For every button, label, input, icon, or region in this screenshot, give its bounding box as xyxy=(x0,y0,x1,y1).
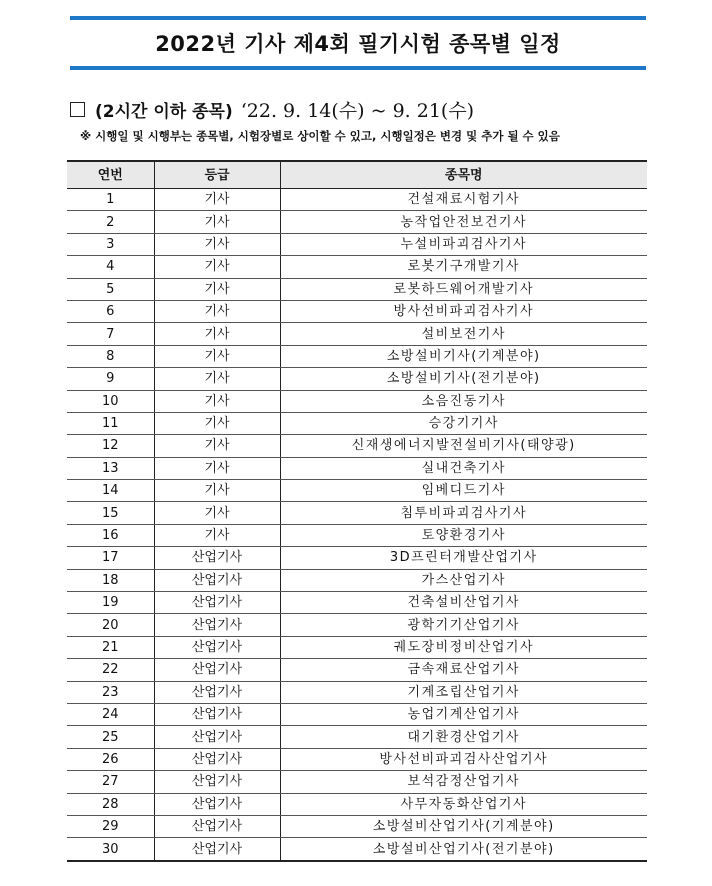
schedule-notice: ※ 시행일 및 시행부는 종목별, 시험장별로 상이할 수 있고, 시행일정은 변경 및 추가 될 수 있음 xyxy=(80,129,560,143)
table-row xyxy=(67,614,647,636)
table-row xyxy=(67,480,647,502)
cell-subject: 건설재료시험기사 xyxy=(280,189,647,211)
table-row xyxy=(67,233,647,255)
cell-number: 22 xyxy=(67,659,154,681)
cell-grade: 기사 xyxy=(154,480,280,502)
cell-grade: 기사 xyxy=(154,189,280,211)
table-row xyxy=(67,636,647,658)
cell-grade: 기사 xyxy=(154,323,280,345)
cell-number: 21 xyxy=(67,636,154,658)
table-row xyxy=(67,726,647,748)
cell-number: 26 xyxy=(67,748,154,770)
cell-subject: 승강기기사 xyxy=(280,412,647,434)
cell-number: 27 xyxy=(67,771,154,793)
cell-number: 23 xyxy=(67,681,154,703)
cell-grade: 기사 xyxy=(154,256,280,278)
cell-grade: 산업기사 xyxy=(154,681,280,703)
cell-number: 19 xyxy=(67,592,154,614)
cell-grade: 산업기사 xyxy=(154,748,280,770)
header-subject: 종목명 xyxy=(280,161,647,189)
cell-subject: 건축설비산업기사 xyxy=(280,592,647,614)
cell-number: 13 xyxy=(67,457,154,479)
table-row xyxy=(67,569,647,591)
cell-subject: 누설비파괴검사기사 xyxy=(280,233,647,255)
cell-subject: 궤도장비정비산업기사 xyxy=(280,636,647,658)
cell-grade: 기사 xyxy=(154,524,280,546)
cell-subject: 소방설비기사(전기분야) xyxy=(280,368,647,390)
table-row xyxy=(67,189,647,211)
cell-subject: 보석감정산업기사 xyxy=(280,771,647,793)
checkbox-icon xyxy=(70,102,85,117)
cell-number: 17 xyxy=(67,547,154,569)
cell-grade: 기사 xyxy=(154,368,280,390)
cell-number: 12 xyxy=(67,435,154,457)
header-number: 연번 xyxy=(67,161,154,189)
cell-grade: 기사 xyxy=(154,233,280,255)
cell-grade: 기사 xyxy=(154,211,280,233)
exam-date-range: ‘22. 9. 14(수) ~ 9. 21(수) xyxy=(240,100,475,122)
cell-grade: 산업기사 xyxy=(154,838,280,861)
cell-grade: 산업기사 xyxy=(154,614,280,636)
cell-subject: 기계조립산업기사 xyxy=(280,681,647,703)
title-banner xyxy=(70,16,646,70)
cell-grade: 기사 xyxy=(154,457,280,479)
cell-subject: 가스산업기사 xyxy=(280,569,647,591)
exam-group-label: (2시간 이하 종목) xyxy=(95,102,233,122)
cell-number: 3 xyxy=(67,233,154,255)
cell-subject: 농작업안전보건기사 xyxy=(280,211,647,233)
cell-subject: 침투비파괴검사기사 xyxy=(280,502,647,524)
cell-grade: 기사 xyxy=(154,412,280,434)
table-body xyxy=(67,189,647,861)
cell-number: 11 xyxy=(67,412,154,434)
cell-subject: 농업기계산업기사 xyxy=(280,703,647,725)
table-row xyxy=(67,457,647,479)
cell-number: 25 xyxy=(67,726,154,748)
cell-subject: 로봇기구개발기사 xyxy=(280,256,647,278)
cell-number: 1 xyxy=(67,189,154,211)
cell-grade: 산업기사 xyxy=(154,547,280,569)
cell-grade: 산업기사 xyxy=(154,815,280,837)
cell-grade: 기사 xyxy=(154,435,280,457)
cell-subject: 소방설비기사(기계분야) xyxy=(280,345,647,367)
table-row xyxy=(67,435,647,457)
page-title: 2022년 기사 제4회 필기시험 종목별 일정 xyxy=(155,32,561,56)
cell-number: 2 xyxy=(67,211,154,233)
table-row xyxy=(67,412,647,434)
cell-subject: 로봇하드웨어개발기사 xyxy=(280,278,647,300)
table-row xyxy=(67,681,647,703)
cell-subject: 소방설비산업기사(기계분야) xyxy=(280,815,647,837)
cell-number: 20 xyxy=(67,614,154,636)
cell-number: 18 xyxy=(67,569,154,591)
cell-subject: 광학기기산업기사 xyxy=(280,614,647,636)
table-row xyxy=(67,771,647,793)
cell-subject: 3D프린터개발산업기사 xyxy=(280,547,647,569)
cell-grade: 산업기사 xyxy=(154,592,280,614)
cell-subject: 방사선비파괴검사산업기사 xyxy=(280,748,647,770)
cell-grade: 기사 xyxy=(154,300,280,322)
table-row xyxy=(67,793,647,815)
cell-number: 4 xyxy=(67,256,154,278)
cell-subject: 임베디드기사 xyxy=(280,480,647,502)
cell-number: 7 xyxy=(67,323,154,345)
cell-number: 6 xyxy=(67,300,154,322)
cell-number: 24 xyxy=(67,703,154,725)
cell-grade: 기사 xyxy=(154,345,280,367)
table-row xyxy=(67,323,647,345)
cell-subject: 신재생에너지발전설비기사(태양광) xyxy=(280,435,647,457)
table-row xyxy=(67,838,647,861)
cell-grade: 기사 xyxy=(154,502,280,524)
cell-number: 9 xyxy=(67,368,154,390)
table-row xyxy=(67,815,647,837)
cell-grade: 산업기사 xyxy=(154,703,280,725)
table-row xyxy=(67,368,647,390)
table-row xyxy=(67,659,647,681)
cell-grade: 산업기사 xyxy=(154,771,280,793)
cell-number: 10 xyxy=(67,390,154,412)
cell-subject: 토양환경기사 xyxy=(280,524,647,546)
cell-number: 15 xyxy=(67,502,154,524)
table-row xyxy=(67,345,647,367)
cell-subject: 실내건축기사 xyxy=(280,457,647,479)
table-row xyxy=(67,390,647,412)
cell-grade: 산업기사 xyxy=(154,569,280,591)
cell-subject: 설비보전기사 xyxy=(280,323,647,345)
table-header-row xyxy=(67,161,647,189)
table-row xyxy=(67,748,647,770)
table-row xyxy=(67,256,647,278)
table-row xyxy=(67,547,647,569)
cell-grade: 산업기사 xyxy=(154,636,280,658)
cell-subject: 사무자동화산업기사 xyxy=(280,793,647,815)
cell-subject: 금속재료산업기사 xyxy=(280,659,647,681)
cell-number: 28 xyxy=(67,793,154,815)
table-row xyxy=(67,300,647,322)
cell-number: 29 xyxy=(67,815,154,837)
cell-grade: 기사 xyxy=(154,390,280,412)
cell-grade: 기사 xyxy=(154,278,280,300)
exam-schedule-table xyxy=(67,160,647,862)
cell-grade: 산업기사 xyxy=(154,726,280,748)
table-row xyxy=(67,278,647,300)
table-row xyxy=(67,502,647,524)
table-row xyxy=(67,703,647,725)
cell-subject: 대기환경산업기사 xyxy=(280,726,647,748)
cell-number: 14 xyxy=(67,480,154,502)
cell-subject: 소방설비산업기사(전기분야) xyxy=(280,838,647,861)
table-row xyxy=(67,211,647,233)
cell-number: 5 xyxy=(67,278,154,300)
cell-subject: 소음진동기사 xyxy=(280,390,647,412)
table-row xyxy=(67,592,647,614)
cell-number: 8 xyxy=(67,345,154,367)
table-row xyxy=(67,524,647,546)
cell-subject: 방사선비파괴검사기사 xyxy=(280,300,647,322)
header-grade: 등급 xyxy=(154,161,280,189)
cell-grade: 산업기사 xyxy=(154,659,280,681)
cell-grade: 산업기사 xyxy=(154,793,280,815)
cell-number: 16 xyxy=(67,524,154,546)
exam-period-line xyxy=(70,96,474,123)
cell-number: 30 xyxy=(67,838,154,861)
